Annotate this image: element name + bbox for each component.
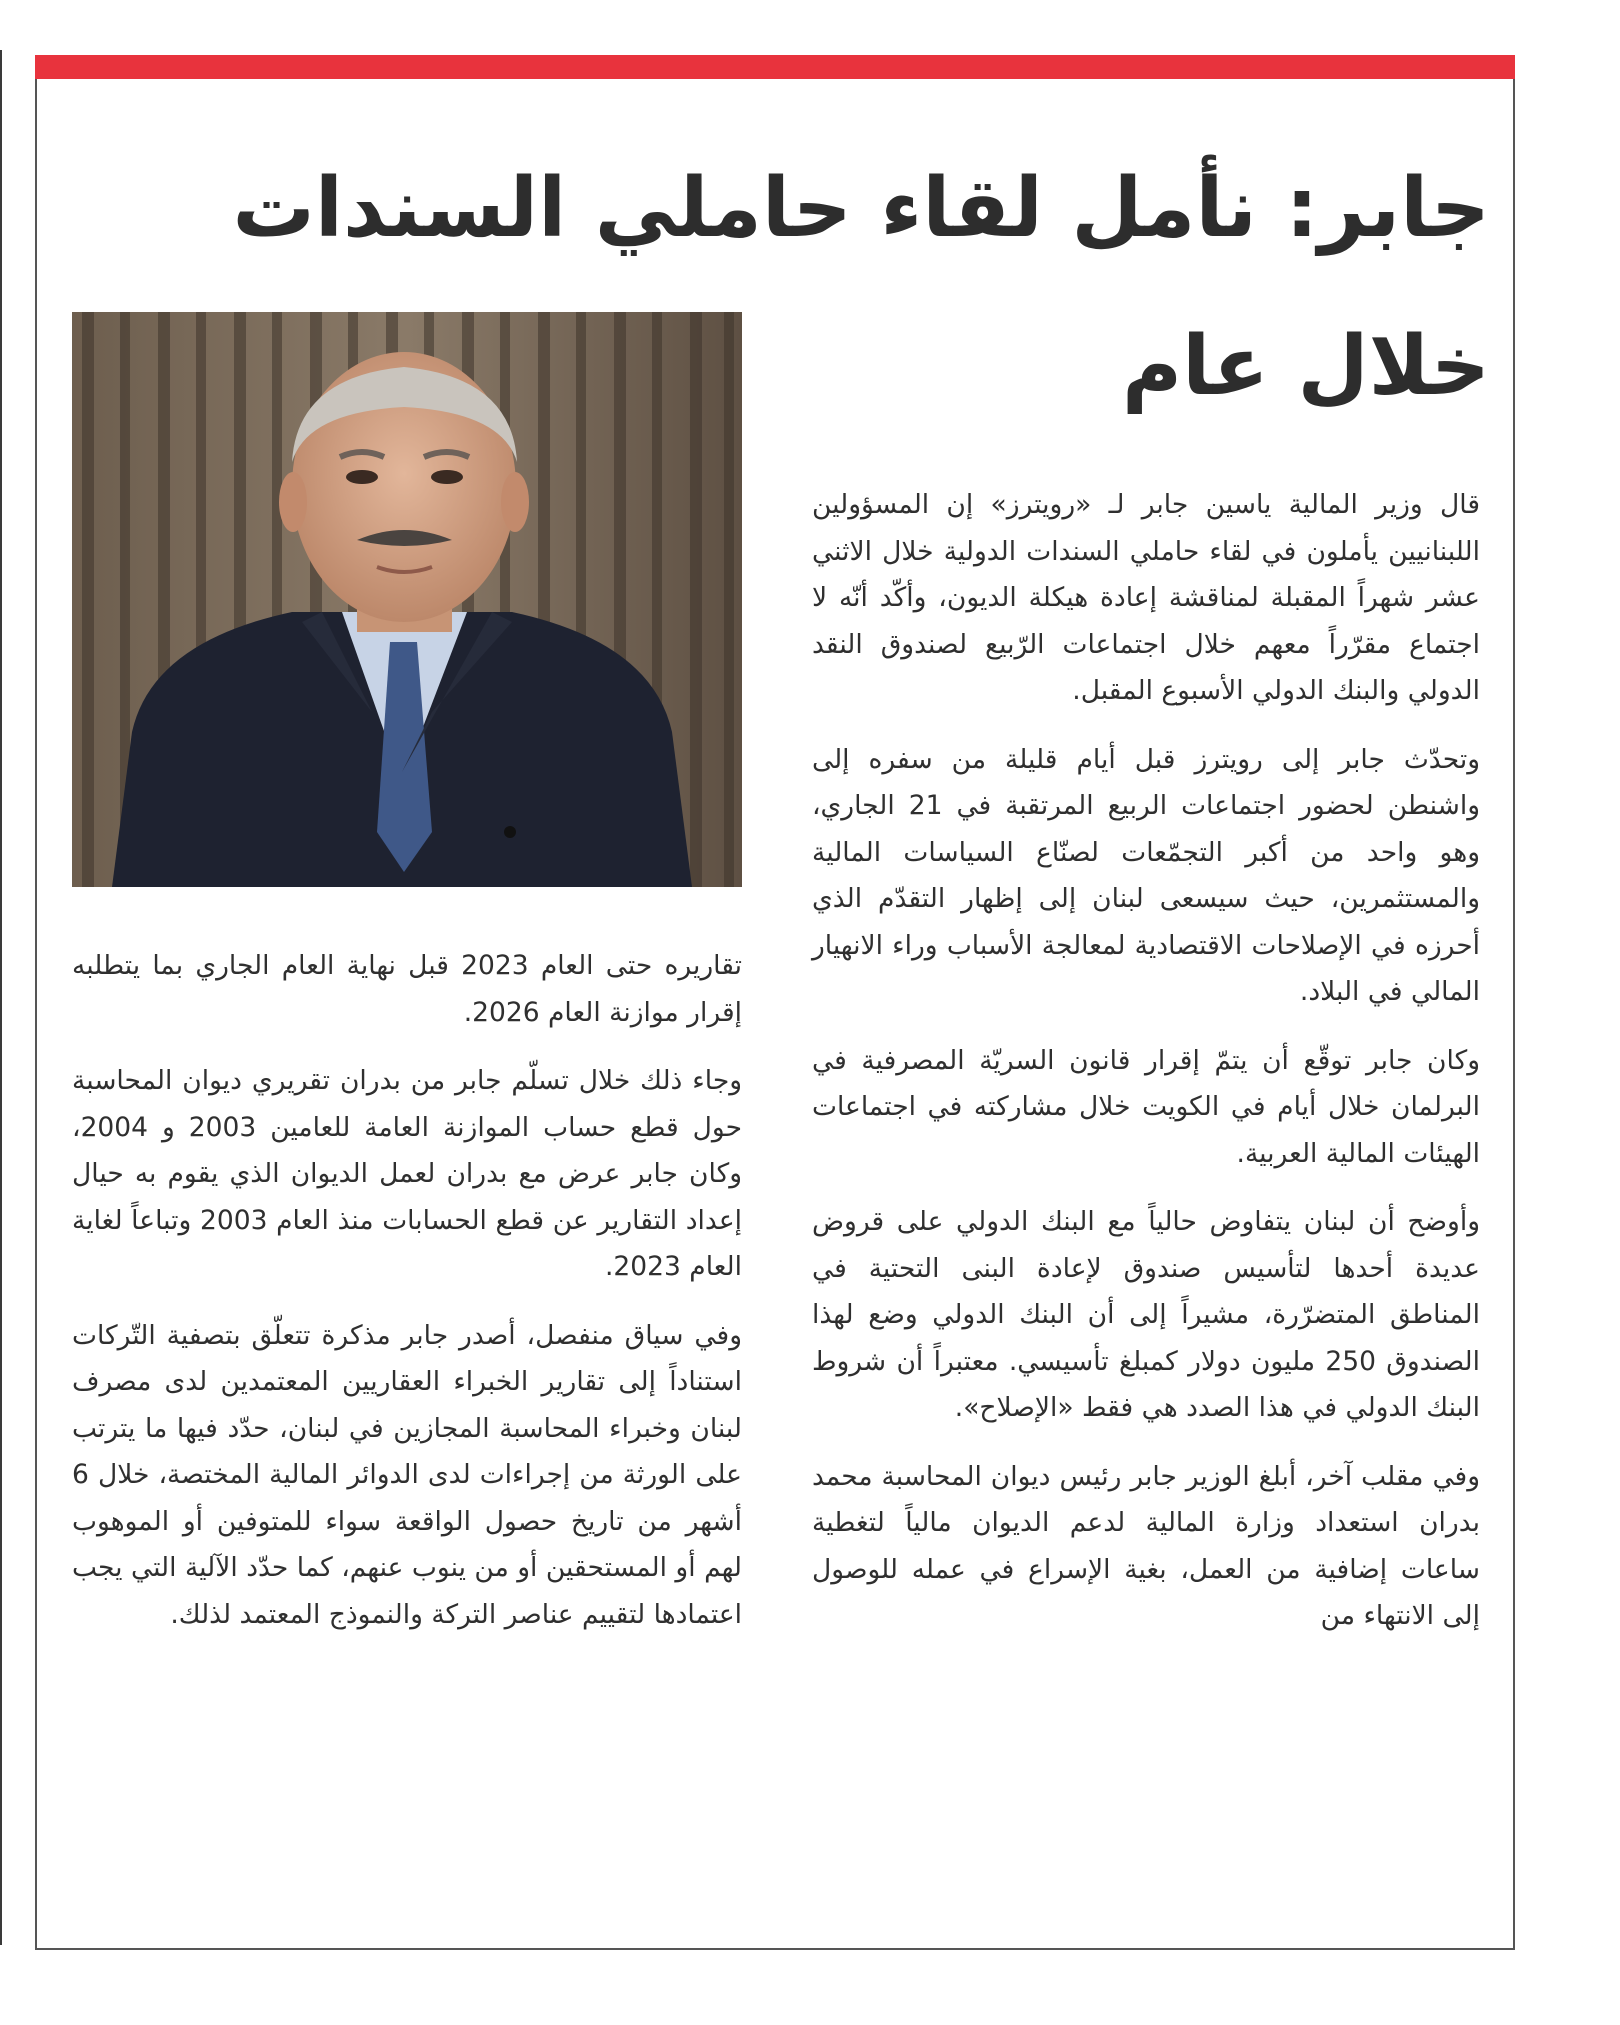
paragraph: وجاء ذلك خلال تسلّم جابر من بدران تقريري ديوان المحاسبة حول قطع حساب الموازنة العامة للعامين 2003 و 2004، وكان جابر عرض مع بدران لعمل الديوان الذي يقوم به حيال إعداد التقارير عن قطع الحسابات منذ العام 2003 وتباعاً لغاية العام 2023. — [72, 1065, 742, 1282]
article-headline: جابر: نأمل لقاء حاملي السندات خلال عام — [232, 161, 1490, 414]
paragraph: وكان جابر توقّع أن يتمّ إقرار قانون السريّة المصرفية في البرلمان خلال أيام في الكويت خلال مشاركته في اجتماعات الهيئات المالية العربية. — [812, 1044, 1480, 1169]
article-column-right — [812, 482, 1480, 1662]
article-column-left — [72, 943, 742, 1660]
paragraph: وأوضح أن لبنان يتفاوض حالياً مع البنك الدولي على قروض عديدة أحدها لتأسيس صندوق لإعادة البنى التحتية في المناطق المتضرّرة، مشيراً إلى أن البنك الدولي وضع لهذا الصندوق 250 مليون دولار كمبلغ تأسيسي. معتبراً أن شروط البنك الدولي في هذا الصدد هي فقط «الإصلاح». — [812, 1206, 1480, 1423]
paragraph: وتحدّث جابر إلى رويترز قبل أيام قليلة من سفره إلى واشنطن لحضور اجتماعات الربيع المرتقبة في 21 الجاري، وهو واحد من أكبر التجمّعات لصنّاع السياسات المالية والمستثمرين، حيث سيسعى لبنان إلى إظهار التقدّم الذي أحرزه في الإصلاحات الاقتصادية لمعالجة الأسباب وراء الانهيار المالي في البلاد. — [812, 743, 1480, 1007]
page-margin-rule — [0, 50, 2, 1945]
paragraph: قال وزير المالية ياسين جابر لـ «رويترز» إن المسؤولين اللبنانيين يأملون في لقاء حاملي السندات الدولية خلال الاثني عشر شهراً المقبلة لمناقشة إعادة هيكلة الديون، وأكّد أنّه لا اجتماع مقرّراً معهم خلال اجتماعات الرّبيع لصندوق النقد الدولي والبنك الدولي الأسبوع المقبل. — [812, 489, 1480, 706]
accent-bar — [35, 55, 1515, 79]
paragraph: وفي مقلب آخر، أبلغ الوزير جابر رئيس ديوان المحاسبة محمد بدران استعداد وزارة المالية لدعم الديوان مالياً لتغطية ساعات إضافية من العمل، بغية الإسراع في عمله للوصول إلى الانتهاء من — [812, 1460, 1480, 1631]
paragraph: وفي سياق منفصل، أصدر جابر مذكرة تتعلّق بتصفية التّركات استناداً إلى تقارير الخبراء العقاريين المعتمدين لدى مصرف لبنان وخبراء المحاسبة المجازين في لبنان، حدّد فيها ما يترتب على الورثة من إجراءات لدى الدوائر المالية المختصة، خلال 6 أشهر من تاريخ حصول الواقعة سواء للمتوفين أو الموهوب لهم أو المستحقين أو من ينوب عنهم، كما حدّد الآلية التي يجب اعتمادها لتقييم عناصر التركة والنموذج المعتمد لذلك. — [72, 1319, 742, 1630]
paragraph: تقاريره حتى العام 2023 قبل نهاية العام الجاري بما يتطلبه إقرار موازنة العام 2026. — [72, 950, 742, 1028]
portrait-photo — [72, 312, 742, 887]
